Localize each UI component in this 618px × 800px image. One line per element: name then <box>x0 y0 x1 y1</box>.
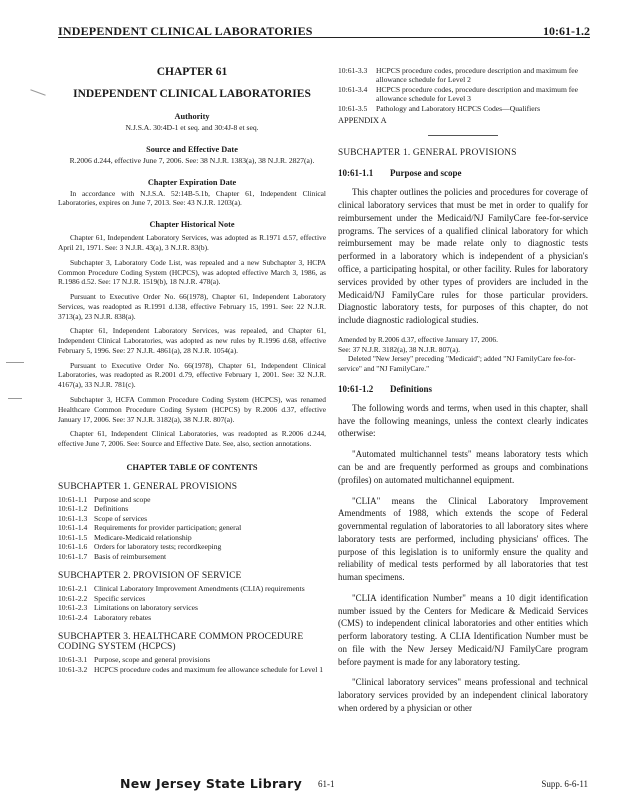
toc-list <box>58 584 326 622</box>
margin-mark <box>6 362 24 363</box>
source-block <box>58 145 326 166</box>
header-section-number: 10:61-1.2 <box>543 24 590 38</box>
toc-entry-number: 10:61-1.6 <box>58 542 88 552</box>
page-number: 61-1 <box>318 779 335 789</box>
toc-entry-number: 10:61-2.1 <box>58 584 88 594</box>
chapter-title: INDEPENDENT CLINICAL LABORATORIES <box>73 88 311 100</box>
amendment-note <box>338 335 588 374</box>
toc-entry[interactable] <box>338 66 588 85</box>
toc-continued-list <box>338 66 588 113</box>
toc-entry-title: Specific services <box>94 593 146 603</box>
toc-title: CHAPTER TABLE OF CONTENTS <box>126 462 258 472</box>
header-rule <box>58 37 590 38</box>
toc-entry[interactable] <box>338 85 588 104</box>
history-heading: Chapter Historical Note <box>149 220 235 230</box>
history-block <box>58 220 326 449</box>
margin-mark <box>30 89 45 95</box>
section-title: Definitions <box>390 383 433 394</box>
toc-entry[interactable] <box>58 584 326 593</box>
authority-heading: Authority <box>174 112 210 121</box>
toc-entry-title: Orders for laboratory tests; recordkeeping <box>94 542 222 552</box>
toc-entry[interactable] <box>58 655 326 664</box>
toc-entry[interactable] <box>58 552 326 561</box>
toc-subchapter-heading: SUBCHAPTER 3. HEALTHCARE COMMON PROCEDURE CODING SYSTEM (HCPCS) <box>58 632 304 653</box>
amendment-line: See: 37 N.J.R. 3182(a), 38 N.J.R. 807(a). <box>338 344 460 354</box>
history-note: Chapter 61, Independent Laboratory Services, was adopted as R.1971 d.57, effective April 21, 1971. See: 3 N.J.R. 43(a), 3 N.J.R. 83(b). <box>58 233 326 253</box>
history-note: Chapter 61, Independent Laboratory Services, was repealed, and Chapter 61, Independent Clinical Laboratories, was adopted as new rules by R.1996 d.68, effective February 5, 1996. See: 27 N.J.R. 4861(a), 28 N.J.R. 1054(a). <box>58 326 326 355</box>
toc-entry[interactable] <box>58 514 326 523</box>
toc-entry[interactable] <box>58 613 326 622</box>
toc-entry-number: 10:61-1.5 <box>58 532 88 542</box>
definition-paragraph: "CLIA" means the Clinical Laboratory Improvement Amendments of 1988, which extends the scope of Federal governmental regulation of laboratories to all laboratory sites where laboratory tests are performed, including physicians' offices. The purpose of this legislation is to uniformly ensure the quality and reliability of medical tests performed by all laboratories that test human specimens. <box>338 495 588 583</box>
toc-entry-number: 10:61-3.3 <box>338 66 368 75</box>
toc-entry-title: Laboratory rebates <box>94 612 152 622</box>
toc-entry[interactable] <box>58 594 326 603</box>
section-title: Purpose and scope <box>390 168 462 179</box>
toc-entry-title: HCPCS procedure codes, procedure description and maximum fee allowance schedule for Level 2 <box>376 66 579 85</box>
running-header <box>58 20 590 38</box>
toc-entry-title: Clinical Laboratory Improvement Amendments (CLIA) requirements <box>94 584 305 594</box>
definition-paragraph: "Clinical laboratory services" means professional and technical laboratory services provided by an independent clinical laboratory when ordered by a physician or other <box>338 677 588 713</box>
history-note: Chapter 61, Independent Clinical Laboratories, was readopted as R.2006 d.244, effective June 7, 2006. See: Source and Effective Date. See, also, section annotations. <box>58 429 326 449</box>
source-text: R.2006 d.244, effective June 7, 2006. See: 38 N.J.R. 1383(a), 38 N.J.R. 2827(a). <box>69 155 315 165</box>
library-stamp: New Jersey State Library <box>120 776 303 791</box>
toc-entry-number: 10:61-2.3 <box>58 603 88 613</box>
toc-entry[interactable] <box>58 495 326 504</box>
toc-entry-title: Purpose, scope and general provisions <box>94 655 211 665</box>
toc-entry[interactable] <box>58 533 326 542</box>
left-column <box>58 66 326 674</box>
amendment-line: Amended by R.2006 d.37, effective January 17, 2006. <box>338 334 498 344</box>
toc-entry-number: 10:61-1.4 <box>58 523 88 533</box>
toc-entry-title: Definitions <box>94 504 129 514</box>
toc-entry-title: Medicare-Medicaid relationship <box>94 532 192 542</box>
subchapter-heading: SUBCHAPTER 1. GENERAL PROVISIONS <box>338 148 517 159</box>
toc-entry-number: 10:61-3.1 <box>58 655 88 665</box>
toc-entry-title: Scope of services <box>94 513 148 523</box>
toc-entry[interactable] <box>58 542 326 551</box>
definition-paragraph: "CLIA identification Number" means a 10 digit identification number issued by the Centers for Medicare & Medicaid Services (CMS) to independent clinical laboratories and other entities which perform laboratory testing. A CLIA Identification Number must be on file with the New Jersey Medicaid/NJ FamilyCare program before payment is made for any laboratory testing. <box>338 592 588 667</box>
expiration-block <box>58 178 326 209</box>
toc-entry-number: 10:61-2.4 <box>58 612 88 622</box>
history-note: Pursuant to Executive Order No. 66(1978), Chapter 61, Independent Laboratory Services, was readopted as R.1991 d.138, effective February 15, 1991. See: 22 N.J.R. 3713(a), 23 N.J.R. 838(a). <box>58 292 326 321</box>
toc-entry-number: 10:61-3.2 <box>58 664 88 674</box>
toc-entry-title: HCPCS procedure codes, procedure description and maximum fee allowance schedule for Level 3 <box>376 84 579 104</box>
history-note: Subchapter 3, HCFA Common Procedure Coding System (HCPCS), was renamed Healthcare Common Procedure Coding System (HCPCS) by R.2006 d.37, effective January 17, 2006. See: 37 N.J.R. 3182(a), 38 N.J.R. 807(a). <box>58 394 326 424</box>
toc-entry[interactable] <box>58 603 326 612</box>
toc-subchapter-heading: SUBCHAPTER 1. GENERAL PROVISIONS <box>58 481 238 492</box>
toc-list <box>58 495 326 561</box>
history-note: Pursuant to Executive Order No. 66(1978), Chapter 61, Independent Clinical Laboratories, was readopted as R.2001 d.79, effective February 1, 2001. See: 32 N.J.R. 4167(a), 33 N.J.R. 781(c). <box>58 360 326 390</box>
margin-mark <box>8 398 22 399</box>
toc-entry-number: 10:61-3.4 <box>338 84 368 94</box>
section-paragraph: The following words and terms, when used in this chapter, shall have the following meanings, unless the context clearly indicates otherwise: <box>338 402 588 439</box>
section-heading <box>338 168 588 178</box>
section-number: 10:61-1.1 <box>338 168 374 179</box>
section-paragraph: This chapter outlines the policies and procedures for coverage of clinical laboratory services that must be met in order to qualify for reimbursement under the Medicaid/NJ FamilyCare fee-for-service programs. The services of a qualified clinical laboratory for which reimbursement may be made relate only to diagnostic tests performed in a laboratory which is independent of a physician's office, a participating hospital, or other facility. Rules for laboratory services provided by other types of providers are included in the Medicaid/NJ FamilyCare rules for those particular providers. Diagnostic laboratory tests, for purposes of this chapter, do not include diagnostic radiological studies. <box>338 187 588 326</box>
authority-block <box>58 112 326 133</box>
toc-entry-title: Purpose and scope <box>94 494 151 504</box>
toc-entry-number: 10:61-1.3 <box>58 513 88 523</box>
supplement-date: Supp. 6-6-11 <box>541 779 588 789</box>
definition-paragraph: "Automated multichannel tests" means laboratory tests which can be and are frequently performed as groups and combinations (profiles) on automated multichannel equipment. <box>338 449 588 485</box>
toc-entry-title: Basis of reimbursement <box>94 551 167 561</box>
expiration-heading: Chapter Expiration Date <box>147 177 237 187</box>
toc-entry-number: 10:61-1.2 <box>58 504 88 514</box>
toc-entry[interactable] <box>338 104 588 113</box>
right-column <box>338 66 588 723</box>
toc-entry-title: HCPCS procedure codes and maximum fee allowance schedule for Level 1 <box>94 664 324 674</box>
toc-appendix[interactable]: APPENDIX A <box>338 116 387 126</box>
toc-entry[interactable] <box>58 504 326 513</box>
header-title: INDEPENDENT CLINICAL LABORATORIES <box>58 24 313 38</box>
authority-text: N.J.S.A. 30:4D-1 et seq. and 30:4J-8 et seq. <box>125 123 259 132</box>
toc-list <box>58 655 326 674</box>
section-heading <box>338 384 588 394</box>
section-divider <box>428 135 498 136</box>
history-note: Subchapter 3, Laboratory Code List, was repealed and a new Subchapter 3, HCPA Common Procedure Coding System (HCPCS), was adopted effective March 3, 1986, as R.1986 d.52. See: 17 N.J.R. 1519(b), 18 N.J.R. 478(a). <box>58 257 326 287</box>
toc-entry-title: Limitations on laboratory services <box>94 603 198 613</box>
toc-entry[interactable] <box>58 523 326 532</box>
toc-entry-number: 10:61-2.2 <box>58 593 88 603</box>
expiration-text: In accordance with N.J.S.A. 52:14B-5.1b, Chapter 61, Independent Clinical Laboratories, expires on June 7, 2013. See: 43 N.J.R. 1203(a). <box>58 188 326 208</box>
source-heading: Source and Effective Date <box>146 144 238 154</box>
chapter-number: CHAPTER 61 <box>156 66 228 78</box>
section-number: 10:61-1.2 <box>338 383 374 394</box>
toc-entry-number: 10:61-1.1 <box>58 494 88 504</box>
toc-entry-number: 10:61-3.5 <box>338 103 368 113</box>
toc-entry[interactable] <box>58 665 326 674</box>
toc-subchapter-heading: SUBCHAPTER 2. PROVISION OF SERVICE <box>58 571 242 582</box>
toc-entry-title: Requirements for provider participation; general <box>94 523 242 533</box>
amendment-line: Deleted "New Jersey" preceding "Medicaid"; added "NJ FamilyCare fee-for-service" and "NJ FamilyCare." <box>338 354 576 374</box>
toc-entry-title: Pathology and Laboratory HCPCS Codes—Qualifiers <box>376 103 541 113</box>
toc-entry-number: 10:61-1.7 <box>58 551 88 561</box>
